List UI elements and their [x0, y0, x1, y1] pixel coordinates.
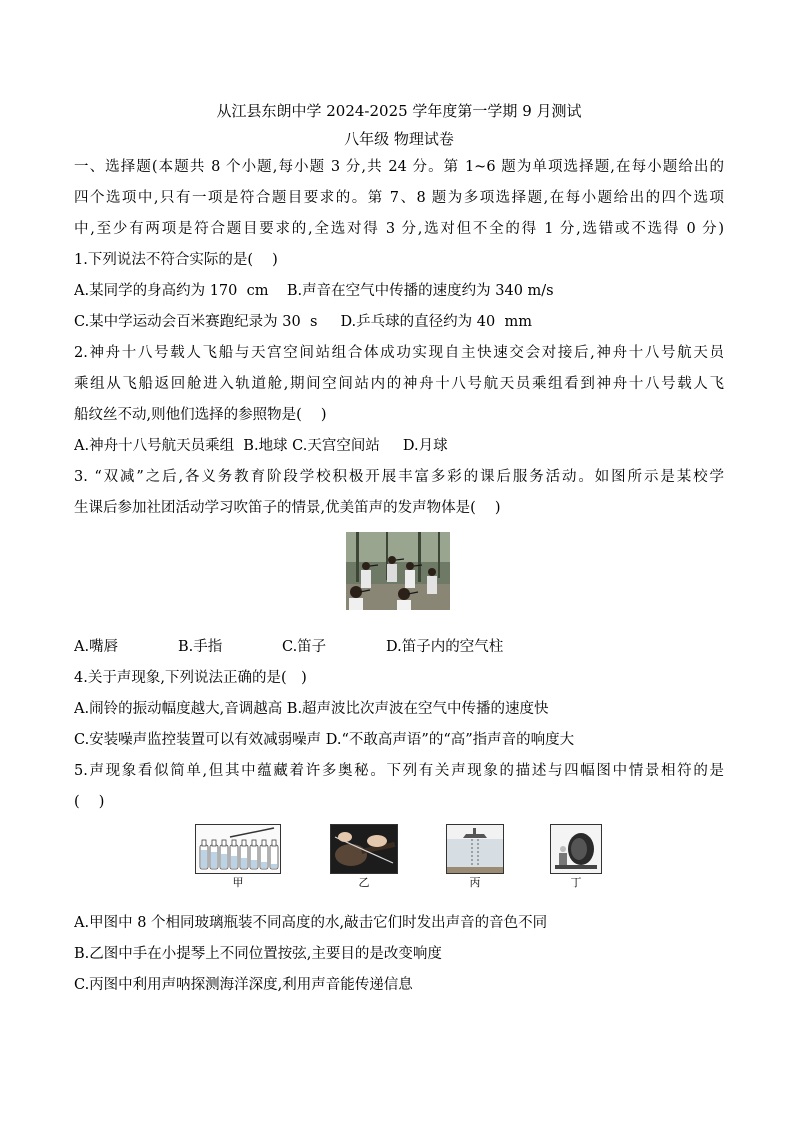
figure-label-yi: 乙 [358, 876, 370, 889]
section-heading-line-2: 四个选项中,只有一项是符合题目要求的。第 7、8 题为多项选择题,在每小题给出的四个选项 [74, 190, 724, 206]
figure-jia [195, 824, 281, 890]
q2-stem-line-2: 乘组从飞船返回舱进入轨道舱,期间空间站内的神舟十八号航天员乘组看到神舟十八号载人飞 [74, 376, 724, 392]
q1-options-cd: C.某中学运动会百米赛跑纪录为 30 s D.乒乓球的直径约为 40 mm [74, 314, 532, 330]
q3-option-c: C.笛子 [282, 639, 327, 655]
q5-option-b: B.乙图中手在小提琴上不同位置按弦,主要目的是改变响度 [74, 946, 442, 962]
q3-option-d: D.笛子内的空气柱 [386, 639, 504, 655]
speaker-figure [550, 824, 602, 874]
figure-label-bing: 丙 [469, 876, 481, 889]
sonar-figure [446, 824, 504, 874]
q3-figure-area [74, 524, 724, 632]
q3-option-b: B.手指 [178, 639, 223, 655]
students-playing-flute-photo [346, 532, 450, 610]
q5-option-c: C.丙图中利用声呐探测海洋深度,利用声音能传递信息 [74, 977, 413, 993]
q2-stem-line-3: 船纹丝不动,则他们选择的参照物是( ) [74, 407, 327, 423]
q4-options-cd: C.安装噪声监控装置可以有效减弱噪声 D.“不敢高声语”的“高”指声音的响度大 [74, 732, 575, 748]
exam-page [74, 100, 724, 1001]
q2-stem-line-1: 2.神舟十八号载人飞船与天宫空间站组合体成功实现自主快速交会对接后,神舟十八号航天员 [74, 345, 724, 361]
q2-options: A.神舟十八号航天员乘组 B.地球 C.天宫空间站 D.月球 [74, 438, 448, 454]
q1-stem: 1.下列说法不符合实际的是( ) [74, 252, 278, 268]
section-heading-line-3: 中,至少有两项是符合题目要求的,全选对得 3 分,选对但不全的得 1 分,选错或不选得 0 分) [74, 221, 724, 237]
figure-label-jia: 甲 [232, 876, 244, 889]
q4-stem: 4.关于声现象,下列说法正确的是( ) [74, 670, 307, 686]
figure-ding [550, 824, 602, 890]
page-title: 从江县东朗中学 2024-2025 学年度第一学期 9 月测试 [216, 102, 582, 120]
q3-stem-line-2: 生课后参加社团活动学习吹笛子的情景,优美笛声的发声物体是( ) [74, 500, 501, 516]
q5-stem-line-2: ( ) [74, 794, 105, 810]
q3-options [74, 632, 724, 663]
q3-stem-line-1: 3. “双减”之后,各义务教育阶段学校积极开展丰富多彩的课后服务活动。如图所示是某校学 [74, 469, 724, 485]
violin-figure [330, 824, 398, 874]
figure-label-ding: 丁 [570, 876, 582, 889]
figure-bing [446, 824, 504, 890]
q3-option-a: A.嘴唇 [74, 639, 119, 655]
q1-options-ab: A.某同学的身高约为 170 cm B.声音在空气中传播的速度约为 340 m/s [74, 283, 554, 299]
q5-stem-line-1: 5.声现象看似简单,但其中蕴藏着许多奥秘。下列有关声现象的描述与四幅图中情景相符的是 [74, 763, 724, 779]
figure-yi [330, 824, 398, 890]
q4-options-ab: A.闹铃的振动幅度越大,音调越高 B.超声波比次声波在空气中传播的速度快 [74, 701, 549, 717]
q5-option-a: A.甲图中 8 个相同玻璃瓶装不同高度的水,敲击它们时发出声音的音色不同 [74, 915, 548, 931]
page-subtitle: 八年级 物理试卷 [344, 130, 454, 148]
q5-figures [74, 818, 724, 908]
section-heading-line-1: 一、选择题(本题共 8 个小题,每小题 3 分,共 24 分。第 1~6 题为单项选择题,在每小题给出的 [74, 159, 724, 175]
bottles-figure [195, 824, 281, 874]
